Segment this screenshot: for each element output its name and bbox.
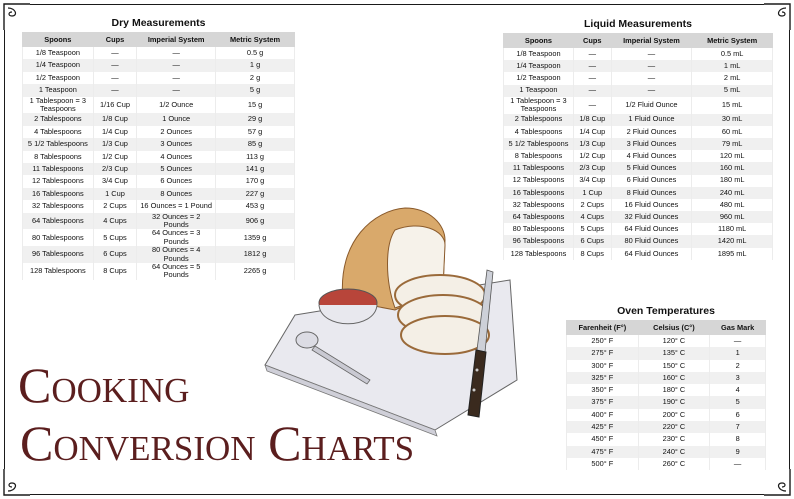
table-cell: 16 Ounces = 1 Pound bbox=[137, 200, 216, 212]
table-cell: 5 bbox=[710, 396, 766, 408]
table-cell: 1/4 Cup bbox=[573, 126, 611, 138]
table-row bbox=[567, 360, 766, 372]
corner-flourish-icon bbox=[762, 467, 792, 497]
table-row bbox=[23, 163, 295, 175]
table-cell: 4 Cups bbox=[93, 213, 137, 230]
table-cell: 350° F bbox=[567, 384, 639, 396]
table-cell: 16 Tablespoons bbox=[504, 187, 574, 199]
table-cell: 60 mL bbox=[692, 126, 773, 138]
table-cell: 170 g bbox=[216, 175, 295, 187]
table-cell: 1 Teaspoon bbox=[504, 85, 574, 97]
table-row bbox=[504, 126, 773, 138]
table-cell: 1 Tablespoon = 3 Teaspoons bbox=[504, 97, 574, 114]
table-cell: — bbox=[611, 85, 692, 97]
table-row bbox=[23, 84, 295, 96]
table-cell: — bbox=[611, 48, 692, 61]
table-cell: 1/2 Fluid Ounce bbox=[611, 97, 692, 114]
table-row bbox=[23, 97, 295, 114]
table-cell: 2 Tablespoons bbox=[23, 113, 94, 125]
table-row bbox=[504, 235, 773, 247]
table-row bbox=[23, 246, 295, 263]
corner-flourish-icon bbox=[2, 467, 32, 497]
table-cell: 4 Fluid Ounces bbox=[611, 150, 692, 162]
table-cell: 1/4 Teaspoon bbox=[23, 59, 94, 71]
table-cell: 230° C bbox=[638, 433, 710, 445]
liquid-header-cups: Cups bbox=[573, 34, 611, 48]
oven-header-celsius: Celsius (C°) bbox=[638, 321, 710, 335]
table-cell: 4 Cups bbox=[573, 211, 611, 223]
table-row bbox=[23, 213, 295, 230]
table-cell: 1895 mL bbox=[692, 248, 773, 260]
table-cell: 1/2 Teaspoon bbox=[23, 72, 94, 84]
table-cell: 1/8 Cup bbox=[573, 114, 611, 126]
table-row bbox=[567, 409, 766, 421]
table-cell: 15 g bbox=[216, 97, 295, 114]
table-cell: 0.5 g bbox=[216, 47, 295, 60]
table-cell: 11 Tablespoons bbox=[23, 163, 94, 175]
table-cell: 1 Teaspoon bbox=[23, 84, 94, 96]
table-cell: 1/4 Cup bbox=[93, 126, 137, 138]
table-cell: 64 Tablespoons bbox=[504, 211, 574, 223]
table-row bbox=[504, 114, 773, 126]
table-row bbox=[23, 229, 295, 246]
liquid-header-metric: Metric System bbox=[692, 34, 773, 48]
table-cell: 3 bbox=[710, 372, 766, 384]
table-cell: — bbox=[137, 47, 216, 60]
table-row bbox=[504, 162, 773, 174]
table-cell: 375° F bbox=[567, 396, 639, 408]
table-cell: — bbox=[137, 59, 216, 71]
table-cell: 2 bbox=[710, 360, 766, 372]
table-cell: 64 Tablespoons bbox=[23, 213, 94, 230]
table-cell: 5 1/2 Tablespoons bbox=[504, 138, 574, 150]
table-cell: 200° C bbox=[638, 409, 710, 421]
table-row bbox=[504, 175, 773, 187]
table-cell: 190° C bbox=[638, 396, 710, 408]
table-cell: 64 Ounces = 3 Pounds bbox=[137, 229, 216, 246]
table-cell: 4 bbox=[710, 384, 766, 396]
table-cell: 29 g bbox=[216, 113, 295, 125]
table-cell: 1420 mL bbox=[692, 235, 773, 247]
table-cell: 120 mL bbox=[692, 150, 773, 162]
table-cell: 1359 g bbox=[216, 229, 295, 246]
table-row bbox=[504, 138, 773, 150]
table-cell: 1 Ounce bbox=[137, 113, 216, 125]
oven-header-row bbox=[567, 321, 766, 335]
table-cell: 2 mL bbox=[692, 72, 773, 84]
table-cell: 1 bbox=[710, 347, 766, 359]
table-row bbox=[23, 113, 295, 125]
table-row bbox=[23, 138, 295, 150]
liquid-header-row bbox=[504, 34, 773, 48]
table-cell: 2 Tablespoons bbox=[504, 114, 574, 126]
table-cell: 250° F bbox=[567, 335, 639, 348]
table-cell: 128 Tablespoons bbox=[23, 263, 94, 280]
liquid-measurements-table bbox=[503, 18, 773, 260]
table-cell: 1/3 Cup bbox=[93, 138, 137, 150]
table-cell: — bbox=[611, 72, 692, 84]
table-cell: 1/8 Teaspoon bbox=[504, 48, 574, 61]
table-cell: 3/4 Cup bbox=[93, 175, 137, 187]
table-cell: 180° C bbox=[638, 384, 710, 396]
table-cell: 4 Tablespoons bbox=[23, 126, 94, 138]
table-cell: 2 Cups bbox=[573, 199, 611, 211]
table-cell: 96 Tablespoons bbox=[504, 235, 574, 247]
table-cell: 141 g bbox=[216, 163, 295, 175]
table-row bbox=[567, 458, 766, 470]
table-row bbox=[23, 59, 295, 71]
table-cell: 8 Tablespoons bbox=[23, 151, 94, 163]
table-cell: — bbox=[710, 335, 766, 348]
table-cell: 0.5 mL bbox=[692, 48, 773, 61]
table-cell: — bbox=[93, 72, 137, 84]
table-cell: 2 Fluid Ounces bbox=[611, 126, 692, 138]
dry-table-body bbox=[23, 47, 295, 280]
table-row bbox=[567, 421, 766, 433]
table-cell: 1/2 Cup bbox=[573, 150, 611, 162]
table-cell: 2/3 Cup bbox=[573, 162, 611, 174]
table-row bbox=[504, 150, 773, 162]
table-cell: 160 mL bbox=[692, 162, 773, 174]
table-cell: 500° F bbox=[567, 458, 639, 470]
table-cell: 960 mL bbox=[692, 211, 773, 223]
liquid-header-imperial: Imperial System bbox=[611, 34, 692, 48]
table-cell: 1/16 Cup bbox=[93, 97, 137, 114]
table-row bbox=[504, 60, 773, 72]
table-cell: 1 g bbox=[216, 59, 295, 71]
oven-header-fahrenheit: Farenheit (F°) bbox=[567, 321, 639, 335]
table-cell: 300° F bbox=[567, 360, 639, 372]
table-row bbox=[567, 372, 766, 384]
table-cell: 80 Tablespoons bbox=[23, 229, 94, 246]
frame-right-line bbox=[789, 30, 790, 469]
table-cell: 1/2 Teaspoon bbox=[504, 72, 574, 84]
table-row bbox=[23, 151, 295, 163]
frame-top-line bbox=[30, 4, 764, 5]
table-cell: 6 Fluid Ounces bbox=[611, 175, 692, 187]
table-row bbox=[23, 263, 295, 280]
table-cell: 325° F bbox=[567, 372, 639, 384]
table-row bbox=[567, 446, 766, 458]
table-cell: 400° F bbox=[567, 409, 639, 421]
table-cell: 6 Cups bbox=[573, 235, 611, 247]
table-cell: 30 mL bbox=[692, 114, 773, 126]
table-cell: 1 mL bbox=[692, 60, 773, 72]
table-cell: 240° C bbox=[638, 446, 710, 458]
table-cell: 453 g bbox=[216, 200, 295, 212]
table-cell: 57 g bbox=[216, 126, 295, 138]
table-cell: 5 Cups bbox=[93, 229, 137, 246]
table-cell: 275° F bbox=[567, 347, 639, 359]
table-cell: 80 Fluid Ounces bbox=[611, 235, 692, 247]
table-cell: 150° C bbox=[638, 360, 710, 372]
table-cell: 79 mL bbox=[692, 138, 773, 150]
table-cell: 1 Fluid Ounce bbox=[611, 114, 692, 126]
table-cell: 12 Tablespoons bbox=[504, 175, 574, 187]
table-cell: 3/4 Cup bbox=[573, 175, 611, 187]
table-cell: 260° C bbox=[638, 458, 710, 470]
table-row bbox=[567, 396, 766, 408]
table-cell: 1/3 Cup bbox=[573, 138, 611, 150]
table-cell: 8 bbox=[710, 433, 766, 445]
table-cell: 120° C bbox=[638, 335, 710, 348]
table-row bbox=[23, 126, 295, 138]
table-cell: — bbox=[573, 60, 611, 72]
table-cell: 6 Ounces bbox=[137, 175, 216, 187]
table-cell: 6 Cups bbox=[93, 246, 137, 263]
table-row bbox=[567, 335, 766, 348]
title-line-1: Cooking bbox=[18, 357, 190, 413]
oven-table-title: Oven Temperatures bbox=[617, 305, 715, 317]
table-row bbox=[23, 175, 295, 187]
liquid-header-spoons: Spoons bbox=[504, 34, 574, 48]
table-cell: 7 bbox=[710, 421, 766, 433]
table-cell: 220° C bbox=[638, 421, 710, 433]
table-cell: 80 Ounces = 4 Pounds bbox=[137, 246, 216, 263]
table-cell: 2 Ounces bbox=[137, 126, 216, 138]
table-cell: 480 mL bbox=[692, 199, 773, 211]
table-row bbox=[504, 211, 773, 223]
table-cell: 160° C bbox=[638, 372, 710, 384]
table-cell: 135° C bbox=[638, 347, 710, 359]
table-cell: 1812 g bbox=[216, 246, 295, 263]
table-cell: 96 Tablespoons bbox=[23, 246, 94, 263]
dry-header-cups: Cups bbox=[93, 33, 137, 47]
table-row bbox=[504, 223, 773, 235]
table-cell: 1 Tablespoon = 3 Teaspoons bbox=[23, 97, 94, 114]
table-cell: 227 g bbox=[216, 188, 295, 200]
table-cell: 1180 mL bbox=[692, 223, 773, 235]
table-cell: 5 mL bbox=[692, 85, 773, 97]
table-cell: — bbox=[93, 84, 137, 96]
table-row bbox=[504, 48, 773, 61]
table-cell: 85 g bbox=[216, 138, 295, 150]
oven-table-body bbox=[567, 335, 766, 471]
table-cell: 180 mL bbox=[692, 175, 773, 187]
table-cell: — bbox=[573, 97, 611, 114]
table-cell: 64 Fluid Ounces bbox=[611, 248, 692, 260]
table-cell: 5 g bbox=[216, 84, 295, 96]
table-cell: 2/3 Cup bbox=[93, 163, 137, 175]
table-cell: 2 Cups bbox=[93, 200, 137, 212]
table-cell: 425° F bbox=[567, 421, 639, 433]
table-cell: 8 Cups bbox=[573, 248, 611, 260]
table-row bbox=[567, 433, 766, 445]
table-row bbox=[23, 188, 295, 200]
frame-left-line bbox=[4, 30, 5, 469]
table-cell: 8 Cups bbox=[93, 263, 137, 280]
oven-header-gas-mark: Gas Mark bbox=[710, 321, 766, 335]
table-row bbox=[504, 248, 773, 260]
table-cell: 5 Cups bbox=[573, 223, 611, 235]
table-cell: 1/4 Teaspoon bbox=[504, 60, 574, 72]
dry-header-metric: Metric System bbox=[216, 33, 295, 47]
table-row bbox=[504, 85, 773, 97]
table-row bbox=[504, 72, 773, 84]
table-cell: — bbox=[93, 47, 137, 60]
table-cell: 2 g bbox=[216, 72, 295, 84]
table-cell: 240 mL bbox=[692, 187, 773, 199]
table-cell: 64 Fluid Ounces bbox=[611, 223, 692, 235]
dry-header-imperial: Imperial System bbox=[137, 33, 216, 47]
dry-header-spoons: Spoons bbox=[23, 33, 94, 47]
table-cell: 906 g bbox=[216, 213, 295, 230]
table-cell: 16 Tablespoons bbox=[23, 188, 94, 200]
table-cell: — bbox=[573, 48, 611, 61]
table-cell: 1/8 Teaspoon bbox=[23, 47, 94, 60]
table-cell: 12 Tablespoons bbox=[23, 175, 94, 187]
table-cell: — bbox=[137, 84, 216, 96]
table-cell: 4 Ounces bbox=[137, 151, 216, 163]
page-title bbox=[18, 357, 460, 471]
table-row bbox=[567, 347, 766, 359]
table-cell: 32 Tablespoons bbox=[23, 200, 94, 212]
table-cell: 8 Ounces bbox=[137, 188, 216, 200]
table-row bbox=[23, 200, 295, 212]
table-cell: 1 Cup bbox=[573, 187, 611, 199]
table-cell: 1/8 Cup bbox=[93, 113, 137, 125]
table-cell: 450° F bbox=[567, 433, 639, 445]
table-cell: — bbox=[573, 72, 611, 84]
table-cell: — bbox=[137, 72, 216, 84]
table-cell: 5 Ounces bbox=[137, 163, 216, 175]
liquid-table-title: Liquid Measurements bbox=[584, 18, 692, 30]
table-cell: 80 Tablespoons bbox=[504, 223, 574, 235]
table-cell: 2265 g bbox=[216, 263, 295, 280]
table-cell: 11 Tablespoons bbox=[504, 162, 574, 174]
table-cell: 9 bbox=[710, 446, 766, 458]
table-row bbox=[567, 384, 766, 396]
table-row bbox=[23, 47, 295, 60]
table-cell: 15 mL bbox=[692, 97, 773, 114]
table-cell: 64 Ounces = 5 Pounds bbox=[137, 263, 216, 280]
table-cell: — bbox=[93, 59, 137, 71]
frame-bottom-line bbox=[30, 494, 764, 495]
table-cell: 6 bbox=[710, 409, 766, 421]
table-row bbox=[504, 199, 773, 211]
table-cell: 32 Fluid Ounces bbox=[611, 211, 692, 223]
table-cell: 8 Tablespoons bbox=[504, 150, 574, 162]
table-cell: 3 Fluid Ounces bbox=[611, 138, 692, 150]
oven-temperatures-table bbox=[566, 305, 766, 470]
table-cell: — bbox=[611, 60, 692, 72]
table-cell: — bbox=[710, 458, 766, 470]
table-cell: 3 Ounces bbox=[137, 138, 216, 150]
table-cell: 5 1/2 Tablespoons bbox=[23, 138, 94, 150]
table-cell: 16 Fluid Ounces bbox=[611, 199, 692, 211]
table-cell: 113 g bbox=[216, 151, 295, 163]
table-cell: 1 Cup bbox=[93, 188, 137, 200]
table-cell: 32 Tablespoons bbox=[504, 199, 574, 211]
table-cell: 1/2 Ounce bbox=[137, 97, 216, 114]
liquid-table-body bbox=[504, 48, 773, 260]
dry-table-title: Dry Measurements bbox=[111, 17, 206, 29]
table-cell: 475° F bbox=[567, 446, 639, 458]
table-row bbox=[23, 72, 295, 84]
table-cell: 1/2 Cup bbox=[93, 151, 137, 163]
table-cell: 5 Fluid Ounces bbox=[611, 162, 692, 174]
table-cell: 8 Fluid Ounces bbox=[611, 187, 692, 199]
table-cell: 128 Tablespoons bbox=[504, 248, 574, 260]
title-line-2: Conversion Charts bbox=[20, 415, 415, 471]
dry-header-row bbox=[23, 33, 295, 47]
table-cell: — bbox=[573, 85, 611, 97]
table-row bbox=[504, 97, 773, 114]
table-cell: 4 Tablespoons bbox=[504, 126, 574, 138]
table-cell: 32 Ounces = 2 Pounds bbox=[137, 213, 216, 230]
table-row bbox=[504, 187, 773, 199]
